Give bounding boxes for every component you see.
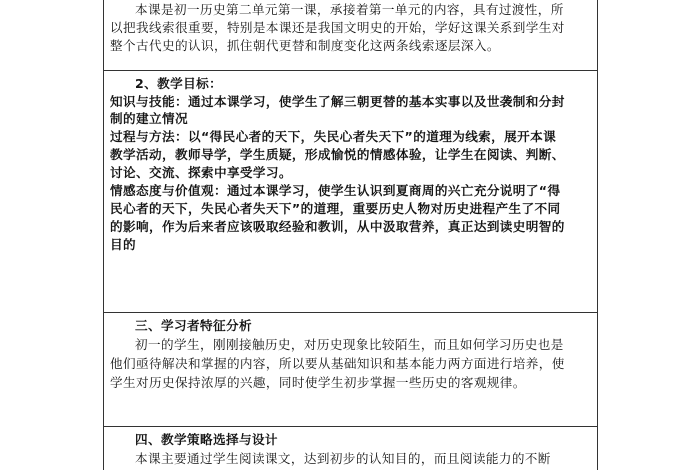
section1-line-3: 整个古代史的认识，抓住朝代更替和制度变化这两条线索逐层深入。 (110, 38, 500, 53)
objective-line-7: 民心者的天下，失民心者失天下”的道理，重要历史人物对历史进程产生了不同 (110, 201, 561, 216)
objective-line-6: 情感态度与价值观：通过本课学习，使学生认识到夏商周的兴亡充分说明了“得 (110, 183, 561, 198)
objective-line-4: 教学活动，教师导学，学生质疑，形成愉悦的情感体验，让学生在阅读、判断、 (110, 147, 565, 162)
objective-line-8: 的影响，作为后来者应该吸取经验和教训，从中汲取营养，真正达到读史明智的 (110, 219, 565, 234)
objective-line-1: 知识与技能：通过本课学习，使学生了解三朝更替的基本实事以及世袭制和分封 (110, 94, 565, 109)
objective-line-2: 制的建立情况 (110, 111, 188, 126)
section3-line-3: 学生对历史保持浓厚的兴趣，同时使学生初步掌握一些历史的客观规律。 (110, 375, 526, 390)
objective-line-5: 讨论、交流、探索中享受学习。 (110, 165, 292, 180)
section1-line-2: 以把我线索很重要，特别是本课还是我国文明史的开始，学好这课关系到学生对 (110, 20, 565, 35)
row-divider-2 (103, 312, 598, 313)
section3-heading: 三、学习者特征分析 (135, 318, 252, 333)
section2-heading: 2、教学目标： (135, 76, 223, 91)
row-divider-3 (103, 426, 598, 427)
row-divider-1 (103, 70, 598, 71)
section3-line-2: 他们亟待解决和掌握的内容，所以要从基础知识和基本能力两方面进行培养，使 (110, 356, 565, 371)
objective-line-9: 目的 (110, 237, 136, 252)
section4-line-1: 本课主要通过学生阅读课文，达到初步的认知目的，而且阅读能力的不断 (135, 451, 551, 466)
section4-heading: 四、教学策略选择与设计 (135, 432, 278, 447)
objective-line-3: 过程与方法：以“得民心者的天下，失民心者失天下”的道理为线索，展开本课 (110, 129, 557, 144)
section1-line-1: 本课是初一历史第二单元第一课，承接着第一单元的内容，具有过渡性，所 (135, 2, 564, 17)
section3-line-1: 初一的学生，刚刚接触历史，对历史现象比较陌生，而且如何学习历史也是 (135, 337, 564, 352)
